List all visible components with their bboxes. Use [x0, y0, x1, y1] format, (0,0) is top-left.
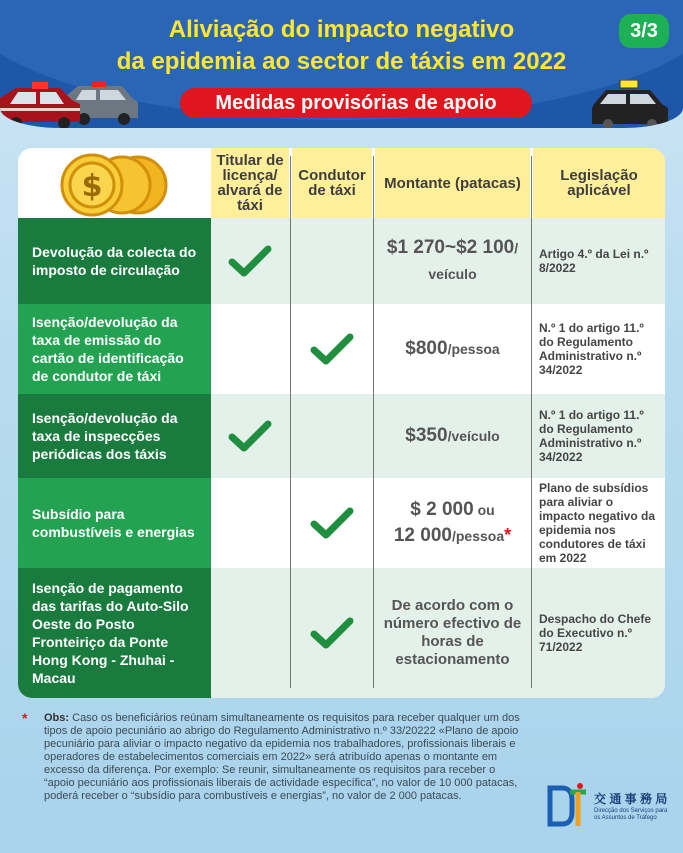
- law-cell: N.º 1 do artigo 11.º do Regulamento Administrativo n.º 34/2022: [539, 408, 644, 464]
- driver-cell: [292, 478, 372, 568]
- coins-icon: [58, 152, 168, 218]
- law-cell: Artigo 4.º da Lei n.º 8/2022: [539, 247, 649, 275]
- footnote: [22, 710, 528, 803]
- amount-or: ou: [473, 502, 495, 518]
- check-icon: [228, 419, 272, 453]
- amount-cell: [380, 568, 525, 698]
- column-divider: [290, 156, 291, 688]
- amount-unit: /pessoa: [451, 528, 505, 544]
- column-divider: [373, 156, 374, 688]
- note-asterisk: *: [504, 525, 512, 545]
- amount-cell: [375, 304, 530, 394]
- holder-cell: [211, 218, 289, 304]
- header-banner: [0, 0, 683, 128]
- row-label: Isenção/devolução da taxa de inspecções periódicas dos táxis: [18, 394, 211, 478]
- row-label: Subsídio para combustíveis e energias: [18, 478, 211, 568]
- table-row: [18, 478, 665, 568]
- taxi-icon: [590, 80, 670, 128]
- logo-icon: [546, 782, 590, 830]
- row-label: Isenção de pagamento das tarifas do Auto-Silo Oeste do Posto Fronteiriço da Ponte Hong Kong - Zhuhai - Macau: [18, 568, 211, 698]
- amount-cell: [375, 394, 530, 478]
- note-asterisk: *: [22, 710, 28, 726]
- note-label: Obs:: [44, 712, 70, 724]
- driver-cell: [292, 304, 372, 394]
- column-header-legislation: Legislação aplicável: [533, 148, 665, 218]
- amount-text: De acordo com o número efectivo de horas de estacionamento: [383, 597, 522, 668]
- support-measures-table: [18, 148, 665, 698]
- amount-cell: [375, 218, 530, 304]
- row-label: Devolução da colecta do imposto de circulação: [18, 218, 211, 304]
- column-header-holder: Titular de licença/ alvará de táxi: [211, 148, 289, 218]
- column-header-amount: Montante (patacas): [375, 148, 530, 218]
- law-cell: Plano de subsídios para aliviar o impacto negativo da epidemia nos condutores de táxi em 2022: [539, 481, 656, 565]
- driver-cell: [292, 568, 372, 698]
- table-row: [18, 218, 665, 304]
- amount-value: $ 2 000: [410, 499, 474, 520]
- law-cell: Despacho do Chefe do Executivo n.º 71/2022: [539, 612, 652, 654]
- law-cell: N.º 1 do artigo 11.º do Regulamento Administrativo n.º 34/2022: [539, 321, 644, 377]
- table-row: [18, 304, 665, 394]
- title-line-1: Aliviação do impacto negativo: [168, 16, 515, 43]
- holder-cell: [211, 394, 289, 478]
- table-row: [18, 568, 665, 698]
- svg-text:$: $: [81, 169, 103, 204]
- table-row: [18, 394, 665, 478]
- logo-name-cn: 交 通 事 務 局: [594, 792, 668, 806]
- check-icon: [310, 332, 354, 366]
- amount-unit: /veículo: [447, 428, 500, 444]
- amount-value: 12 000: [393, 525, 452, 546]
- amount-unit: /pessoa: [447, 341, 500, 357]
- amount-value: $350: [405, 425, 448, 446]
- amount-value: $800: [405, 338, 448, 359]
- page-indicator: 3/3: [619, 14, 669, 48]
- amount-unit: / veículo: [428, 240, 519, 282]
- title-line-2: da epidemia ao sector de táxis em 2022: [116, 48, 567, 75]
- column-divider: [531, 156, 532, 688]
- check-icon: [228, 244, 272, 278]
- logo-name-pt: Direcção dos Serviços para os Assuntos de Tráfego: [594, 808, 668, 821]
- subtitle-pill: Medidas provisórias de apoio: [180, 88, 532, 118]
- row-label: Isenção/devolução da taxa de emissão do cartão de identificação de condutor de táxi: [18, 304, 211, 394]
- check-icon: [310, 616, 354, 650]
- taxi-icon: [0, 80, 140, 128]
- column-header-driver: Condutor de táxi: [292, 148, 372, 218]
- dsat-logo: [546, 782, 674, 830]
- amount-value: $1 270~$2 100: [386, 237, 515, 258]
- amount-cell: [375, 478, 530, 568]
- check-icon: [310, 506, 354, 540]
- note-text: Caso os beneficiários reúnam simultaneamente os requisitos para receber qualquer um dos tipos de apoio pecuniário ao abrigo do Regulamento Administrativo n.º 33/20222 «Plano de apoio pecuniário para aliviar o impacto negativo da epidemia nos trabalhadores, profissionais liberais e operadores de estabelecimentos comerciais em 2022» será atribuído apenas o montante em excesso da diferença. Por exemplo: Se reunir, simultaneamente os requisitos para receber o “apoio pecuniário aos profissionais liberais de actividade específica”, no valor de 10 000 patacas, poderá receber o “subsídio para combustíveis e energias”, no valor de 2 000 patacas.: [44, 712, 520, 802]
